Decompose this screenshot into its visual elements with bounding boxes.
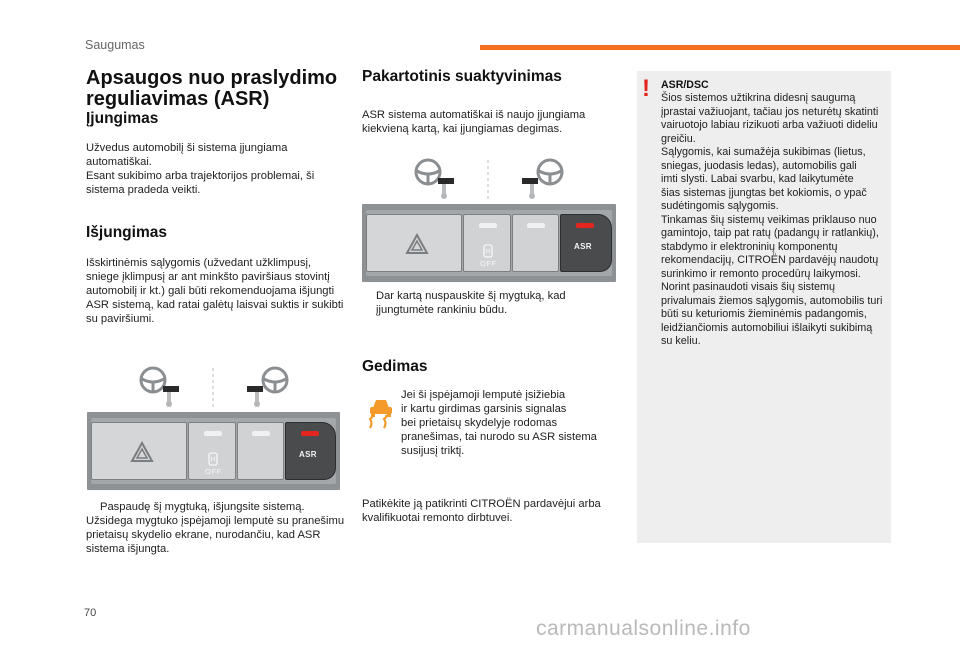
heading-reactivation: Pakartotinis suaktyvinimas xyxy=(362,68,562,85)
section-label: Saugumas xyxy=(85,38,145,52)
text-line: Dar kartą nuspauskite šį mygtuką, kad xyxy=(376,290,566,302)
asr-warning-led xyxy=(576,223,594,228)
text-line: ASR sistemą, kad ratai galėtų laisvai suktis ir sukibti xyxy=(86,299,344,311)
skid-warning-icon xyxy=(366,396,396,430)
text-line: ir kartu girdimas garsinis signalas xyxy=(401,403,567,415)
fault-footer-text xyxy=(362,497,632,525)
indicator-led xyxy=(479,223,497,228)
text-line: ASR sistema automatiškai iš naujo įjungiama xyxy=(362,109,586,121)
hazard-button[interactable] xyxy=(91,422,187,480)
fault-text xyxy=(401,388,631,458)
exclamation-icon: ! xyxy=(642,75,650,102)
text-line: Norint pasinaudoti visais šių sistemų xyxy=(661,281,836,293)
asr-button[interactable] xyxy=(285,422,336,480)
asr-button[interactable] xyxy=(560,214,612,272)
text-line: šias sistemas įjungtas bet kokiomis, o ypač xyxy=(661,186,867,199)
text-line: vairuotojo labiau rizikuoti arba važiuoti dideliu xyxy=(661,119,878,131)
text-line: Sąlygomis, kai sumažėja sukibimas (lietus, xyxy=(661,146,866,158)
hazard-triangle-icon xyxy=(130,441,154,463)
text-line: kiekvieną kartą, kai įjungiamas degimas. xyxy=(362,123,563,135)
page-title: Apsaugos nuo praslydimo reguliavimas (ASR) xyxy=(86,67,338,110)
text-line: sistema išjungta. xyxy=(86,543,170,555)
text-line: būti su keturiomis žieminėmis padangomis, xyxy=(661,308,867,320)
text-line: bei prietaisų skydelyje rodomas xyxy=(401,417,558,429)
text-line: sniege įklimpusį ar ant minkšto paviršiaus stovintį xyxy=(86,271,330,283)
heading-deactivation: Išjungimas xyxy=(86,224,167,241)
text-line: greičiu. xyxy=(661,132,696,145)
steering-wheel-icon xyxy=(538,160,562,184)
steering-wheel-icon xyxy=(416,160,440,184)
heading-fault: Gedimas xyxy=(362,358,428,375)
text-line: automobilį ir kt.) gali būti rekomenduojama išjungti xyxy=(86,285,335,297)
sidebox-body xyxy=(661,92,891,349)
deactivation-text xyxy=(86,256,348,326)
text-line: stabdymo ir elektroninių komponentų xyxy=(661,240,838,253)
text-line: sistema pradeda veikti. xyxy=(86,184,201,196)
text-line: su keliu. xyxy=(661,335,701,347)
traction-control-icon xyxy=(206,451,220,467)
warning-sidebox xyxy=(637,71,891,543)
indicator-led xyxy=(252,431,270,436)
text-line: susijusį triktį. xyxy=(401,445,465,457)
steering-wheel-illustration xyxy=(135,366,295,410)
page-number: 70 xyxy=(84,607,97,619)
text-line: Patikėkite ją patikrinti CITROËN pardavėjui arba xyxy=(362,498,601,510)
text-line: Tinkamas šių sistemų veikimas priklauso nuo xyxy=(661,213,877,226)
blank-button[interactable] xyxy=(512,214,559,272)
text-line: leidžiančiomis automobiliui išlaikyti sukibimą xyxy=(661,321,873,334)
text-line: prietaisų skydelio ekrane, nurodančiu, kad ASR xyxy=(86,529,321,541)
steering-wheel-illustration xyxy=(410,158,570,202)
text-line: Šios sistemos užtikrina didesnį saugumą xyxy=(661,92,856,104)
off-label: OFF xyxy=(480,259,497,268)
text-line: Užvedus automobilį ši sistema įjungiama xyxy=(86,142,288,154)
reactivation-text xyxy=(362,108,622,136)
blank-button[interactable] xyxy=(237,422,284,480)
text-line: rekomendacijų, CITROËN pardavėjų naudotų xyxy=(661,254,879,266)
text-line: pranešimas, tai nurodo su ASR sistema xyxy=(401,431,597,443)
text-line: Paspaudę šį mygtuką, išjungsite sistemą. xyxy=(100,501,305,513)
text-line: su paviršiumi. xyxy=(86,313,155,325)
asr-label: ASR xyxy=(574,242,592,251)
text-line: Jei ši įspėjamoji lemputė įsižiebia xyxy=(401,389,566,401)
text-line: įprastai važiuojant, tačiau jos neturėtų skatinti xyxy=(661,105,879,118)
heading-activation: Įjungimas xyxy=(86,110,159,127)
text-line: įjungtumėte rankiniu būdu. xyxy=(376,304,508,316)
control-panel xyxy=(362,204,616,282)
indicator-led xyxy=(527,223,545,228)
text-line: Išskirtinėmis sąlygomis (užvedant užklimpusį, xyxy=(86,257,312,269)
control-panel xyxy=(87,412,340,490)
watermark: carmanualsonline.info xyxy=(536,617,751,640)
text-line: automatiškai. xyxy=(86,156,152,168)
deactivation-note xyxy=(86,500,348,556)
header-accent-bar xyxy=(480,45,960,50)
traction-off-button[interactable] xyxy=(188,422,236,480)
text-line: kvalifikuotai remonto dirbtuvei. xyxy=(362,512,513,524)
traction-off-button[interactable] xyxy=(463,214,511,272)
text-line: privalumais žiemos sąlygomis, automobilis turi xyxy=(661,294,883,307)
asr-label: ASR xyxy=(299,450,317,459)
text-line: sudėtingomis sąlygomis. xyxy=(661,200,779,212)
activation-text xyxy=(86,141,346,197)
text-line: surinkimo ir remonto procedūrų laikymosi. xyxy=(661,267,861,280)
indicator-led xyxy=(204,431,222,436)
text-line: Užsidega mygtuko įspėjamoji lemputė su pranešimu xyxy=(86,515,345,527)
hazard-button[interactable] xyxy=(366,214,462,272)
off-label: OFF xyxy=(205,467,222,476)
asr-warning-led xyxy=(301,431,319,436)
text-line: imti slysti. Labai svarbu, kad laikytumėte xyxy=(661,173,854,185)
reactivation-note xyxy=(362,289,622,317)
text-line: sniegas, juodasis ledas), automobilis gali xyxy=(661,159,857,172)
hazard-triangle-icon xyxy=(405,233,429,255)
steering-wheel-icon xyxy=(141,368,165,392)
text-line: gamintojo, taip pat ratų (padangų ir ratlankių), xyxy=(661,227,879,239)
text-line: Esant sukibimo arba trajektorijos problemai, ši xyxy=(86,170,315,182)
traction-control-icon xyxy=(481,243,495,259)
steering-wheel-icon xyxy=(263,368,287,392)
sidebox-title: ASR/DSC xyxy=(661,79,709,91)
